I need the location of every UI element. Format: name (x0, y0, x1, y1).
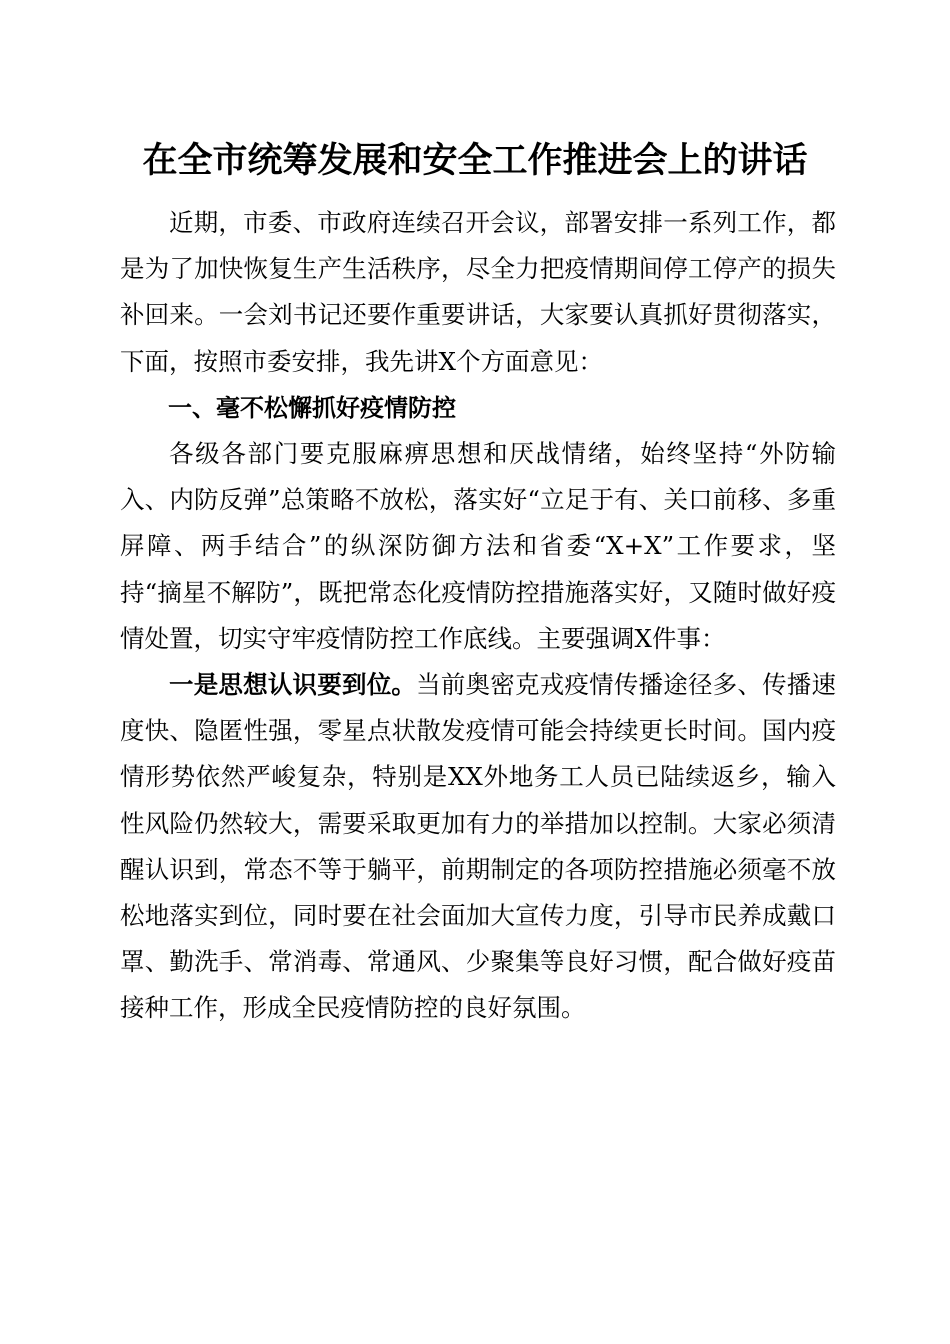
intro-paragraph: 近期，市委、市政府连续召开会议，部署安排一系列工作，都是为了加快恢复生产生活秩序，尽全力把疫情期间停工停产的损失补回来。一会刘书记还要作重要讲话，大家要认真抓好贯彻落实，下面，按照市委安排，我先讲X个方面意见： (120, 208, 836, 376)
section-heading-1: 一、毫不松懈抓好疫情防控 (168, 393, 456, 422)
document-body (120, 200, 836, 1032)
document-title: 在全市统筹发展和安全工作推进会上的讲话 (142, 140, 808, 181)
section-1-paragraph: 各级各部门要克服麻痹思想和厌战情绪，始终坚持“外防输入、内防反弹”总策略不放松，落实好“立足于有、关口前移、多重屏障、两手结合”的纵深防御方法和省委“X+X”工作要求，坚持“摘星不解防”，既把常态化疫情防控措施落实好，又随时做好疫情处置，切实守牢疫情防控工作底线。主要强调X件事： (120, 439, 836, 653)
point-1-body: 当前奥密克戎疫情传播途径多、传播速度快、隐匿性强，零星点状散发疫情可能会持续更长时间。国内疫情形势依然严峻复杂，特别是XX外地务工人员已陆续返乡，输入性风险仍然较大，需要采取更加有力的举措加以控制。大家必须清醒认识到，常态不等于躺平，前期制定的各项防控措施必须毫不放松地落实到位，同时要在社会面加大宣传力度，引导市民养成戴口罩、勤洗手、常消毒、常通风、少聚集等良好习惯，配合做好疫苗接种工作，形成全民疫情防控的良好氛围。 (120, 670, 837, 1023)
point-1-lead: 一是思想认识要到位。 (169, 670, 417, 700)
point-1-paragraph (120, 662, 836, 1032)
